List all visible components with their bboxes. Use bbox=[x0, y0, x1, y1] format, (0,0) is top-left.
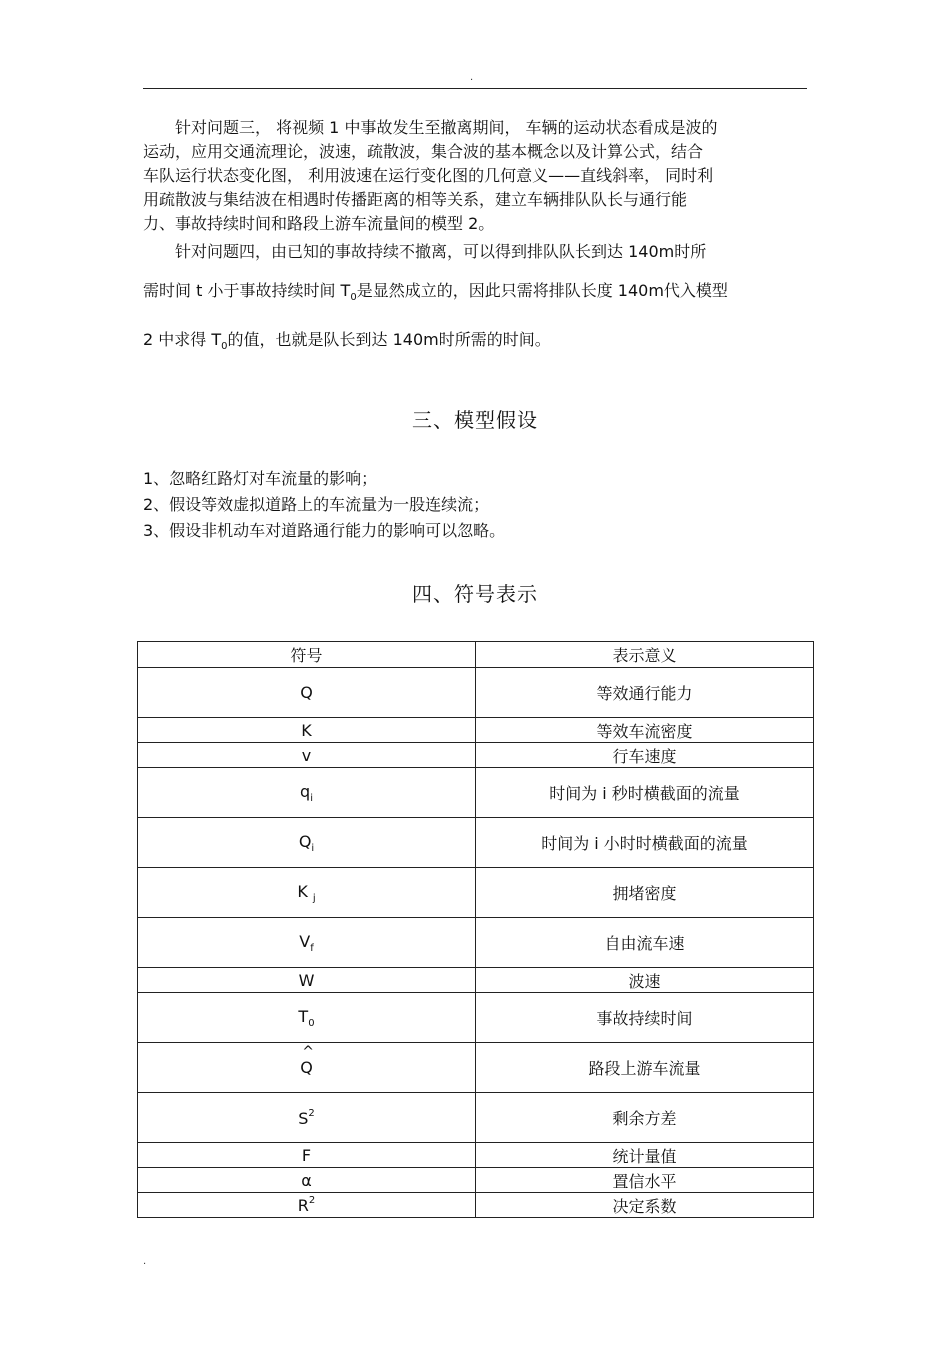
meaning-cell: 行车速度 bbox=[476, 743, 814, 768]
symbol-base: V bbox=[299, 931, 311, 951]
section-title-symbols: 四、符号表示 bbox=[412, 582, 538, 606]
symbol-cell bbox=[138, 743, 476, 768]
symbol-superscript: 2 bbox=[308, 1107, 315, 1119]
symbol-base: T bbox=[298, 1006, 309, 1026]
symbol-base: α bbox=[301, 1170, 312, 1190]
meaning-cell: 等效通行能力 bbox=[476, 668, 814, 718]
symbol-base: Q bbox=[300, 683, 313, 702]
symbol-base: R bbox=[297, 1196, 309, 1215]
text-line: 用疏散波与集结波在相遇时传播距离的相等关系，建立车辆排队队长与通行能 bbox=[143, 190, 688, 209]
symbol-cell bbox=[138, 1043, 476, 1093]
table-row bbox=[138, 968, 814, 993]
table-header-symbol: 符号 bbox=[138, 642, 476, 668]
assumption-list bbox=[143, 466, 505, 544]
symbol-cell bbox=[138, 993, 476, 1043]
table-row bbox=[138, 768, 814, 818]
section-title-assumptions: 三、模型假设 bbox=[412, 408, 538, 432]
list-item: 1、忽略红路灯对车流量的影响； bbox=[143, 469, 378, 488]
table-header-row bbox=[138, 642, 814, 668]
subscript: 0 bbox=[350, 292, 357, 303]
symbol-subscript: 0 bbox=[308, 1017, 315, 1029]
text-line: 力、事故持续时间和路段上游车流量间的模型 2。 bbox=[143, 214, 495, 233]
table-row bbox=[138, 1143, 814, 1168]
meaning-cell: 波速 bbox=[476, 968, 814, 993]
symbol-subscript: f bbox=[310, 942, 314, 954]
table-row bbox=[138, 918, 814, 968]
symbol-cell bbox=[138, 718, 476, 743]
symbol-cell bbox=[138, 1143, 476, 1168]
table-row bbox=[138, 718, 814, 743]
symbol-base: q bbox=[300, 781, 311, 801]
symbol-superscript: 2 bbox=[308, 1195, 316, 1206]
header-rule bbox=[143, 88, 807, 89]
symbol-table bbox=[137, 641, 814, 1218]
symbol-subscript: i bbox=[311, 842, 315, 854]
symbol-base-hat: ^ Q bbox=[300, 1058, 313, 1077]
text-line: 针对问题三， 将视频 1 中事故发生至撤离期间， 车辆的运动状态看成是波的 bbox=[175, 118, 718, 137]
table-row bbox=[138, 818, 814, 868]
text-line: 车队运行状态变化图， 利用波速在运行变化图的几何意义——直线斜率， 同时利 bbox=[143, 166, 714, 185]
symbol-cell bbox=[138, 968, 476, 993]
meaning-cell: 路段上游车流量 bbox=[476, 1043, 814, 1093]
text-run: 的值，也就是队长到达 140m时所需的时间。 bbox=[227, 330, 551, 349]
symbol-base: K bbox=[301, 720, 312, 740]
symbol-base: K bbox=[297, 881, 313, 901]
symbol-base: F bbox=[301, 1145, 312, 1165]
symbol-base: Q bbox=[298, 831, 312, 851]
paragraph-problem-3 bbox=[143, 116, 807, 236]
meaning-cell: 置信水平 bbox=[476, 1168, 814, 1193]
symbol-cell bbox=[138, 818, 476, 868]
meaning-cell: 剩余方差 bbox=[476, 1093, 814, 1143]
symbol-cell bbox=[138, 1193, 476, 1218]
list-item: 3、假设非机动车对道路通行能力的影响可以忽略。 bbox=[143, 521, 506, 540]
paragraph-problem-4 bbox=[143, 240, 807, 264]
symbol-subscript: i bbox=[310, 792, 313, 804]
table-row bbox=[138, 993, 814, 1043]
symbol-cell bbox=[138, 668, 476, 718]
table-row bbox=[138, 1093, 814, 1143]
text-line: 运动，应用交通流理论，波速，疏散波，集合波的基本概念以及计算公式，结合 bbox=[143, 142, 704, 161]
symbol-base: W bbox=[298, 970, 315, 990]
symbol-cell bbox=[138, 918, 476, 968]
symbol-cell bbox=[138, 1168, 476, 1193]
table-header-meaning: 表示意义 bbox=[476, 642, 814, 668]
paragraph-problem-4-line3 bbox=[143, 328, 807, 359]
symbol-base: v bbox=[301, 745, 312, 765]
table-row bbox=[138, 1043, 814, 1093]
paragraph-problem-4-line2 bbox=[143, 279, 807, 310]
table-row bbox=[138, 868, 814, 918]
symbol-cell bbox=[138, 868, 476, 918]
symbol-subscript: j bbox=[312, 892, 316, 904]
header-mark: . bbox=[470, 72, 474, 83]
table-row bbox=[138, 1168, 814, 1193]
footer-mark: . bbox=[143, 1256, 147, 1267]
symbol-base: S bbox=[298, 1108, 309, 1128]
meaning-cell: 时间为 i 小时时横截面的流量 bbox=[476, 818, 814, 868]
meaning-cell: 事故持续时间 bbox=[476, 993, 814, 1043]
text-run: 需时间 t 小于事故持续时间 T bbox=[143, 281, 351, 300]
table-row bbox=[138, 743, 814, 768]
text-run: 2 中求得 T bbox=[143, 330, 222, 349]
meaning-cell: 统计量值 bbox=[476, 1143, 814, 1168]
meaning-cell: 时间为 i 秒时横截面的流量 bbox=[476, 768, 814, 818]
meaning-cell: 等效车流密度 bbox=[476, 718, 814, 743]
meaning-cell: 拥堵密度 bbox=[476, 868, 814, 918]
list-item: 2、假设等效虚拟道路上的车流量为一股连续流； bbox=[143, 495, 490, 514]
symbol-cell bbox=[138, 768, 476, 818]
text-line: 针对问题四，由已知的事故持续不撤离，可以得到排队队长到达 140m时所 bbox=[175, 242, 707, 261]
meaning-cell: 决定系数 bbox=[476, 1193, 814, 1218]
text-run: 是显然成立的，因此只需将排队长度 140m代入模型 bbox=[356, 281, 728, 300]
meaning-cell: 自由流车速 bbox=[476, 918, 814, 968]
table-row bbox=[138, 1193, 814, 1218]
symbol-cell bbox=[138, 1093, 476, 1143]
subscript: 0 bbox=[221, 341, 228, 352]
table-row bbox=[138, 668, 814, 718]
